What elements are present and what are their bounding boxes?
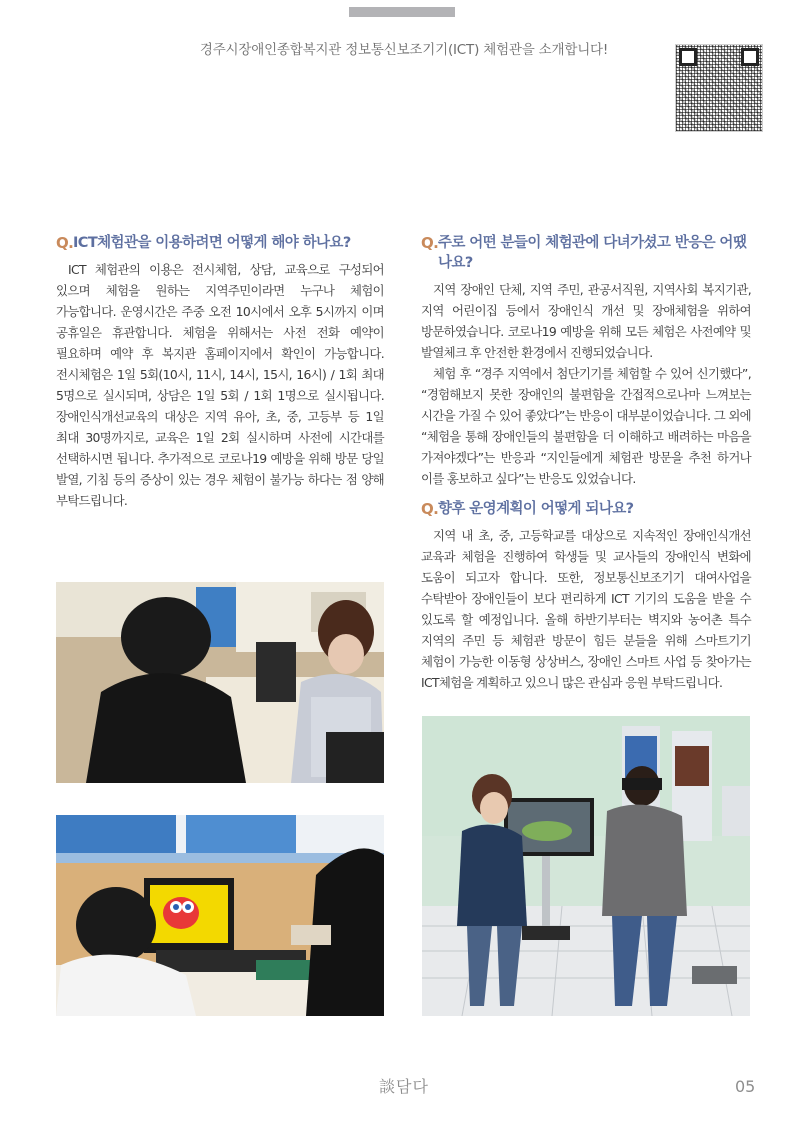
photo-consultation [56,582,384,783]
question-title: ICT체험관을 이용하려면 어떻게 해야 하나요? [73,235,351,251]
top-accent-bar [349,7,455,17]
q-mark: Q. [56,234,74,252]
q-mark: Q. [421,234,439,252]
footer-brand: 談담다 [379,1077,429,1096]
answer-paragraph: 지역 장애인 단체, 지역 주민, 관공서직원, 지역사회 복지기관, 지역 어린이집 등에서 장애인식 개선 및 장애체험을 위하여 방문하였습니다. 코로나19 예방을 위해 모든 체험은 사전예약 및 발열체크 후 안전한 환경에서 진행되었습니다. [421,282,751,360]
answer-paragraph: 체험 후 “경주 지역에서 첨단기기를 체험할 수 있어 신기했다”, “경험해보지 못한 장애인의 불편함을 간접적으로나마 느껴보는 시간을 가질 수 있어 좋았다”는 반응이 대부분이었습니다. 그 외에 “체험을 통해 장애인들의 불편함을 더 이해하고 배려하는 마음을 가져야겠다”는 반응과 “지인들에게 체험관 방문을 추천 하거나 이를 홍보하고 싶다”는 반응도 있었습니다. [421,366,751,486]
page-number: 05 [735,1077,756,1096]
question-title: 주로 어떤 분들이 체험관에 다녀가셨고 반응은 어땠나요? [438,235,747,271]
question-title: 향후 운영계획이 어떻게 되나요? [438,501,634,517]
photo-vr-experience [422,716,750,1016]
question-heading-visitors [421,233,751,273]
left-column [56,233,384,511]
qr-code[interactable] [675,44,763,132]
page-header-title: 경주시장애인종합복지관 정보통신보조기기(ICT) 체험관을 소개합니다! [199,42,609,58]
answer-paragraph: ICT 체험관의 이용은 전시체험, 상담, 교육으로 구성되어 있으며 체험을 원하는 지역주민이라면 누구나 체험이 가능합니다. 운영시간은 주중 오전 10시에서 오후 5시까지 이며 공휴일은 휴관합니다. 체험을 위해서는 사전 전화 예약이 필요하며 예약 후 복지관 홈페이지에서 확인이 가능합니다. 전시체험은 1일 5회(10시, 11시, 14시, 15시, 16시) / 1회 최대 5명으로 실시되며, 상담은 1일 5회 / 1회 1명으로 실시됩니다. 장애인식개선교육의 대상은 지역 유아, 초, 중, 고등부 등 1일 최대 30명까지로, 교육은 1일 2회 실시하며 사전에 시간대를 선택하시면 됩니다. 추가적으로 코로나19 예방을 위해 방문 당일 발열, 기침 등의 증상이 있는 경우 체험이 불가능 하다는 점 양해 부탁드립니다. [56,262,384,508]
answer-paragraph: 지역 내 초, 중, 고등학교를 대상으로 지속적인 장애인식개선 교육과 체험을 진행하여 학생들 및 교사들의 장애인식 변화에 도움이 되고자 합니다. 또한, 정보통신보조기기 대여사업을 수탁받아 장애인들이 보다 편리하게 ICT 기기의 도움을 받을 수 있도록 할 예정입니다. 올해 하반기부터는 벽지와 농어촌 특수 지역의 주민 등 체험관 방문이 힘든 분들을 위해 스마트기기 체험이 가능한 이동형 상상버스, 장애인 스마트 사업 등 찾아가는 ICT체험을 계획하고 있으니 많은 관심과 응원 부탁드립니다. [421,528,751,690]
photo-computer-experience [56,815,384,1016]
question-heading-usage [56,233,384,253]
q-mark: Q. [421,500,439,518]
question-heading-plans [421,499,751,519]
right-column [421,233,751,693]
